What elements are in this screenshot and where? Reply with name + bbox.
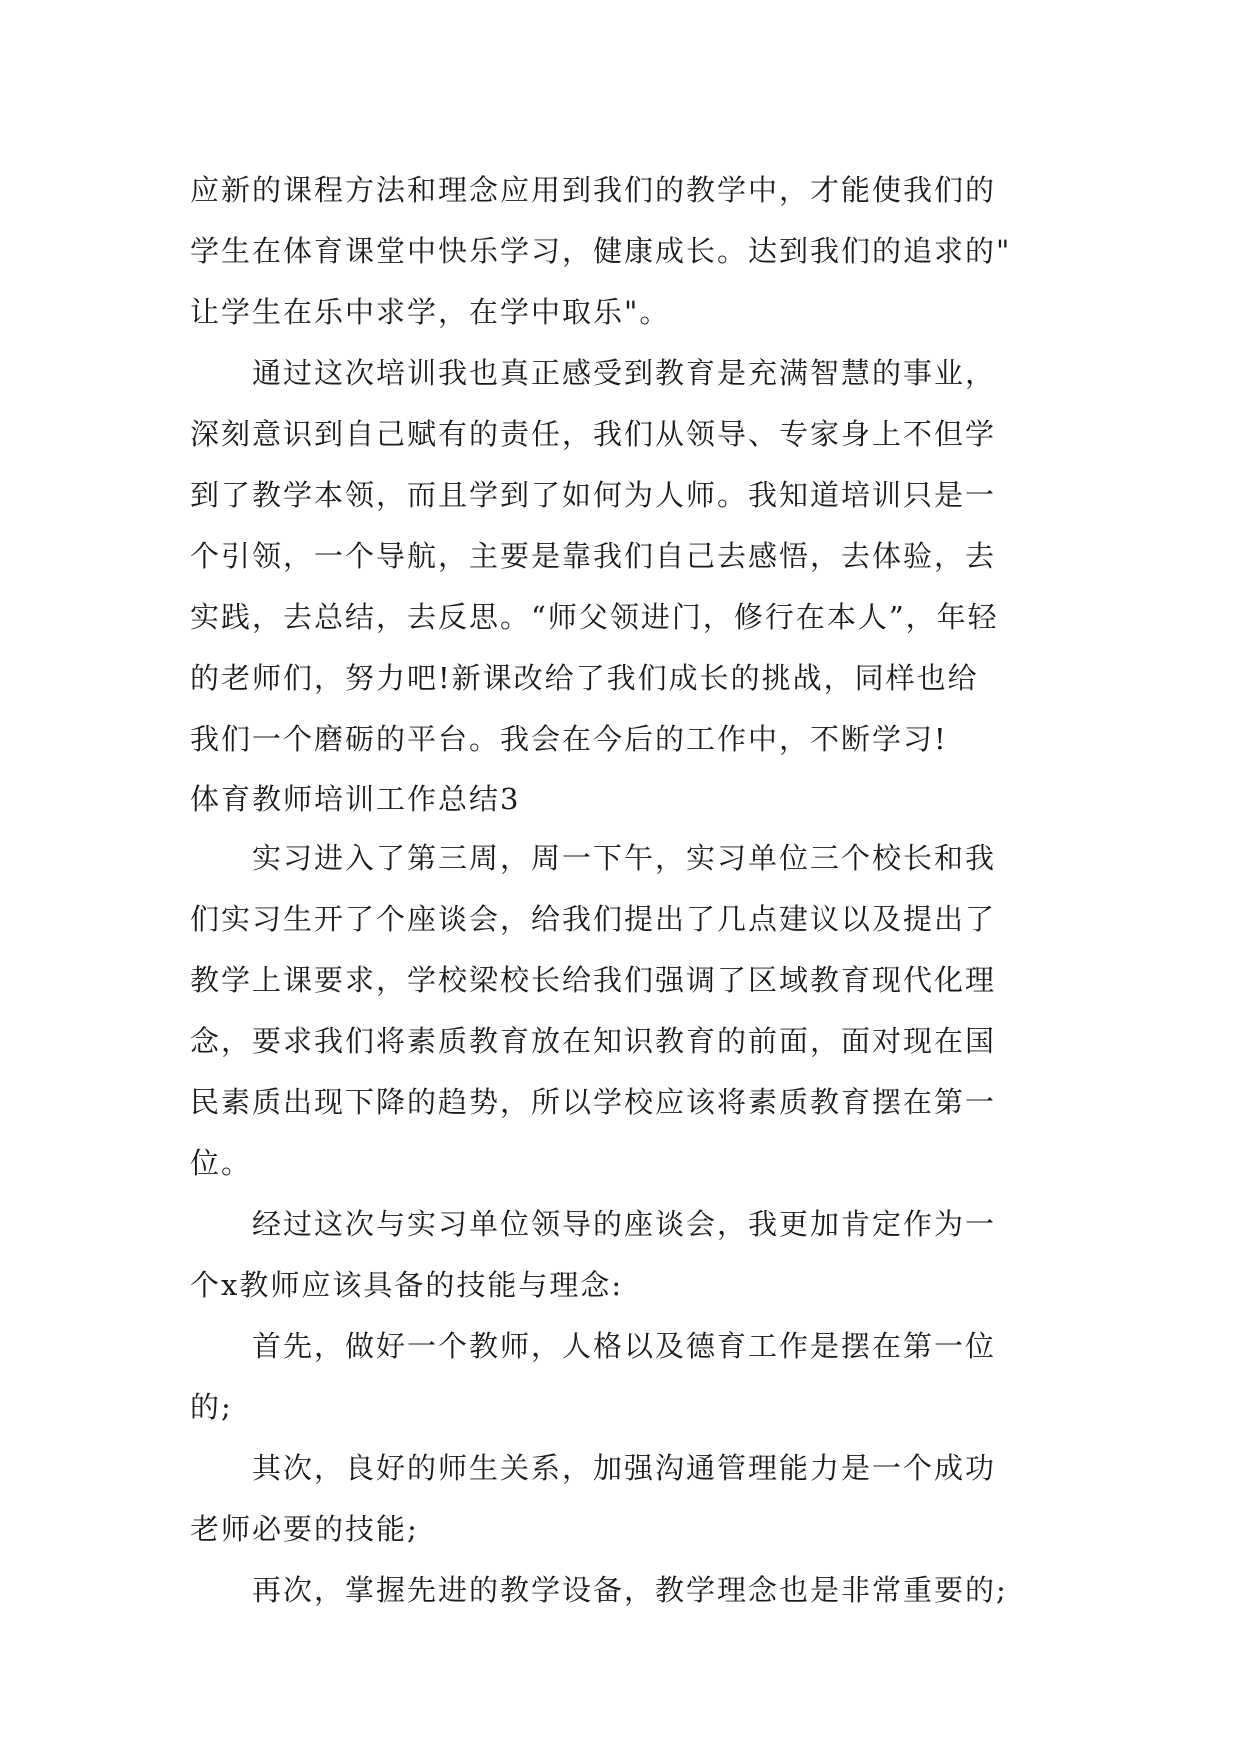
paragraph	[190, 1560, 1050, 1621]
text-line: 老师必要的技能;	[190, 1512, 419, 1546]
text-line: 学生在体育课堂中快乐学习，健康成长。达到我们的追求的"	[190, 234, 1012, 268]
paragraph	[190, 1316, 1050, 1438]
text-line: 位。	[190, 1146, 253, 1180]
text-line: 深刻意识到自己赋有的责任，我们从领导、专家身上不但学	[190, 417, 997, 451]
paragraph	[190, 828, 1050, 1194]
text-line: 让学生在乐中求学，在学中取乐"。	[190, 295, 671, 329]
text-line: 其次，良好的师生关系，加强沟通管理能力是一个成功	[252, 1451, 997, 1485]
paragraph	[190, 1194, 1050, 1316]
text-line: 再次，掌握先进的教学设备，教学理念也是非常重要的;	[252, 1573, 1008, 1607]
text-line: 实践，去总结，去反思。“师父领进门，修行在本人”，年轻	[190, 600, 999, 634]
text-line: 应新的课程方法和理念应用到我们的教学中，才能使我们的	[190, 173, 997, 207]
document-body	[190, 160, 1050, 1621]
text-line: 我们一个磨砺的平台。我会在今后的工作中，不断学习!	[190, 722, 948, 756]
paragraph	[190, 343, 1050, 770]
text-line: 经过这次与实习单位领导的座谈会，我更加肯定作为一	[252, 1207, 997, 1241]
text-line: 民素质出现下降的趋势，所以学校应该将素质教育摆在第一	[190, 1085, 997, 1119]
text-line: 念，要求我们将素质教育放在知识教育的前面，面对现在国	[190, 1024, 997, 1058]
text-line: 通过这次培训我也真正感受到教育是充满智慧的事业，	[252, 356, 997, 390]
section-heading: 体育教师培训工作总结3	[190, 782, 521, 816]
text-line: 个引领，一个导航，主要是靠我们自己去感悟，去体验，去	[190, 539, 997, 573]
text-line: 首先，做好一个教师，人格以及德育工作是摆在第一位	[252, 1329, 997, 1363]
text-line: 个x教师应该具备的技能与理念:	[190, 1268, 624, 1302]
text-line: 教学上课要求，学校梁校长给我们强调了区域教育现代化理	[190, 963, 997, 997]
text-line: 的;	[190, 1390, 233, 1424]
paragraph	[190, 1438, 1050, 1560]
text-line: 的老师们，努力吧!新课改给了我们成长的挑战，同样也给	[190, 661, 979, 695]
text-line: 们实习生开了个座谈会，给我们提出了几点建议以及提出了	[190, 902, 997, 936]
paragraph	[190, 160, 1050, 343]
text-line: 实习进入了第三周，周一下午，实习单位三个校长和我	[252, 841, 997, 875]
text-line: 到了教学本领，而且学到了如何为人师。我知道培训只是一	[190, 478, 997, 512]
